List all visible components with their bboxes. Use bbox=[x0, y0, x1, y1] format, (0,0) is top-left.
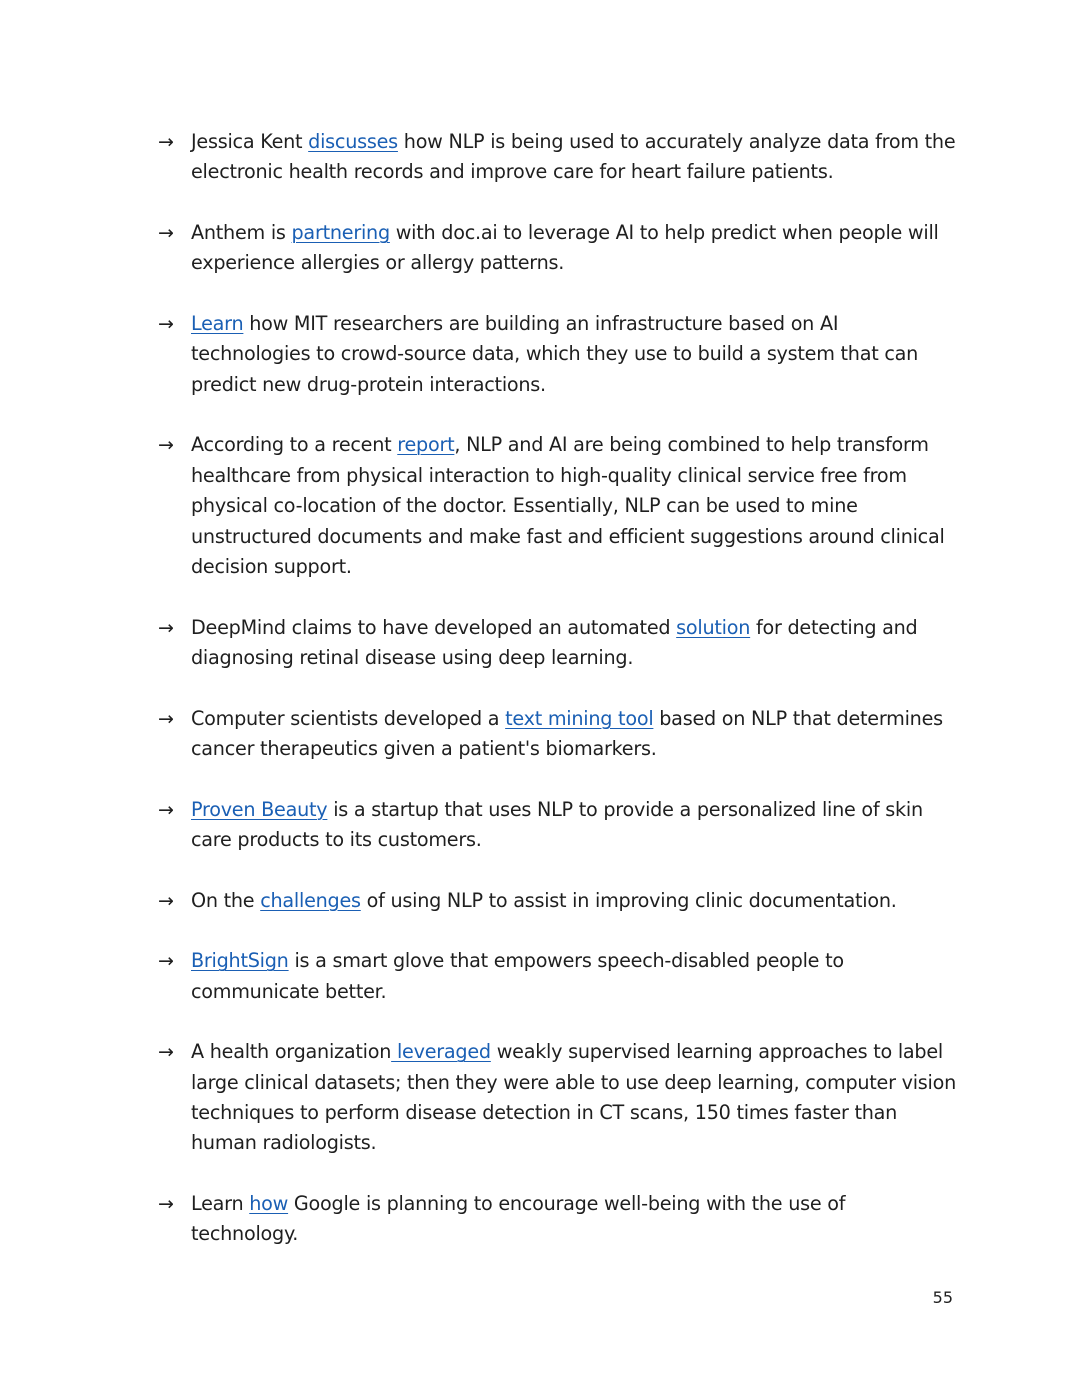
link-proven-beauty[interactable]: Proven Beauty bbox=[191, 797, 328, 821]
item-text: of using NLP to assist in improving clinic documentation. bbox=[360, 888, 897, 912]
link-text-mining-tool[interactable]: text mining tool bbox=[505, 706, 654, 730]
link-discusses[interactable]: discusses bbox=[308, 130, 398, 153]
arrow-icon: → bbox=[158, 1041, 174, 1064]
list-item bbox=[158, 1037, 958, 1159]
item-text: On the bbox=[191, 888, 261, 912]
arrow-icon: → bbox=[158, 131, 174, 153]
arrow-icon: → bbox=[158, 434, 174, 457]
list-item bbox=[158, 430, 958, 582]
link-partnering[interactable]: partnering bbox=[291, 221, 390, 244]
list-item bbox=[158, 309, 958, 400]
item-text: is a smart glove that empowers speech-disabled people to communicate better. bbox=[191, 949, 844, 1003]
item-text: Anthem is bbox=[191, 221, 292, 244]
item-text: for detecting and diagnosing retinal disease using deep learning. bbox=[191, 615, 918, 670]
item-text: According to a recent bbox=[191, 433, 398, 457]
item-text: Google is planning to encourage well-being with the use of technology. bbox=[191, 1192, 846, 1246]
item-text: how MIT researchers are building an infrastructure based on AI technologies to crowd-source data, which they use to build a system that can predict new drug-protein interactions. bbox=[191, 312, 919, 396]
item-text: is a startup that uses NLP to provide a personalized line of skin care products to its customers. bbox=[191, 797, 923, 852]
list-item bbox=[158, 218, 958, 279]
link-brightsign[interactable]: BrightSign bbox=[191, 949, 289, 973]
list-item bbox=[158, 704, 958, 765]
arrow-icon: → bbox=[158, 707, 174, 730]
list-item bbox=[158, 946, 958, 1007]
page-number: 55 bbox=[932, 1288, 953, 1307]
link-learn[interactable]: Learn bbox=[191, 312, 244, 335]
item-text: Computer scientists developed a bbox=[191, 706, 506, 730]
item-text: weakly supervised learning approaches to label large clinical datasets; then they were able to use deep learning, computer vision techniques to perform disease detection in CT scans, 150 times faster than human radiologists. bbox=[191, 1040, 957, 1155]
arrow-icon: → bbox=[158, 798, 174, 821]
arrow-icon: → bbox=[158, 222, 174, 244]
arrow-icon: → bbox=[158, 1193, 174, 1216]
item-text: based on NLP that determines cancer therapeutics given a patient's biomarkers. bbox=[191, 706, 943, 761]
item-text: Learn bbox=[191, 1192, 250, 1216]
list-item bbox=[158, 795, 958, 856]
link-report[interactable]: report bbox=[397, 433, 455, 457]
item-text: , NLP and AI are being combined to help transform healthcare from physical interaction to high-quality clinical service free from physical co-location of the doctor. Essentially, NLP can be used to mine unstructured documents and make fast and efficient suggestions around clinical decision support. bbox=[191, 433, 945, 579]
item-text: with doc.ai to leverage AI to help predict when people will experience allergies or allergy patterns. bbox=[191, 221, 939, 275]
item-text: Jessica Kent bbox=[191, 130, 309, 153]
item-text: DeepMind claims to have developed an automated bbox=[191, 615, 677, 639]
arrow-icon: → bbox=[158, 313, 174, 335]
list-item bbox=[158, 886, 958, 916]
link-solution[interactable]: solution bbox=[676, 615, 751, 639]
link-how[interactable]: how bbox=[249, 1192, 289, 1216]
arrow-icon: → bbox=[158, 950, 174, 973]
bullet-list bbox=[158, 127, 958, 1280]
list-item bbox=[158, 127, 958, 188]
arrow-icon: → bbox=[158, 616, 174, 639]
item-text: A health organization bbox=[191, 1040, 392, 1064]
list-item bbox=[158, 613, 958, 674]
list-item bbox=[158, 1189, 958, 1250]
link-leveraged[interactable]: leveraged bbox=[391, 1040, 491, 1064]
link-challenges[interactable]: challenges bbox=[260, 888, 361, 912]
item-text: how NLP is being used to accurately analyze data from the electronic health records and improve care for heart failure patients. bbox=[191, 130, 956, 184]
arrow-icon: → bbox=[158, 889, 174, 912]
